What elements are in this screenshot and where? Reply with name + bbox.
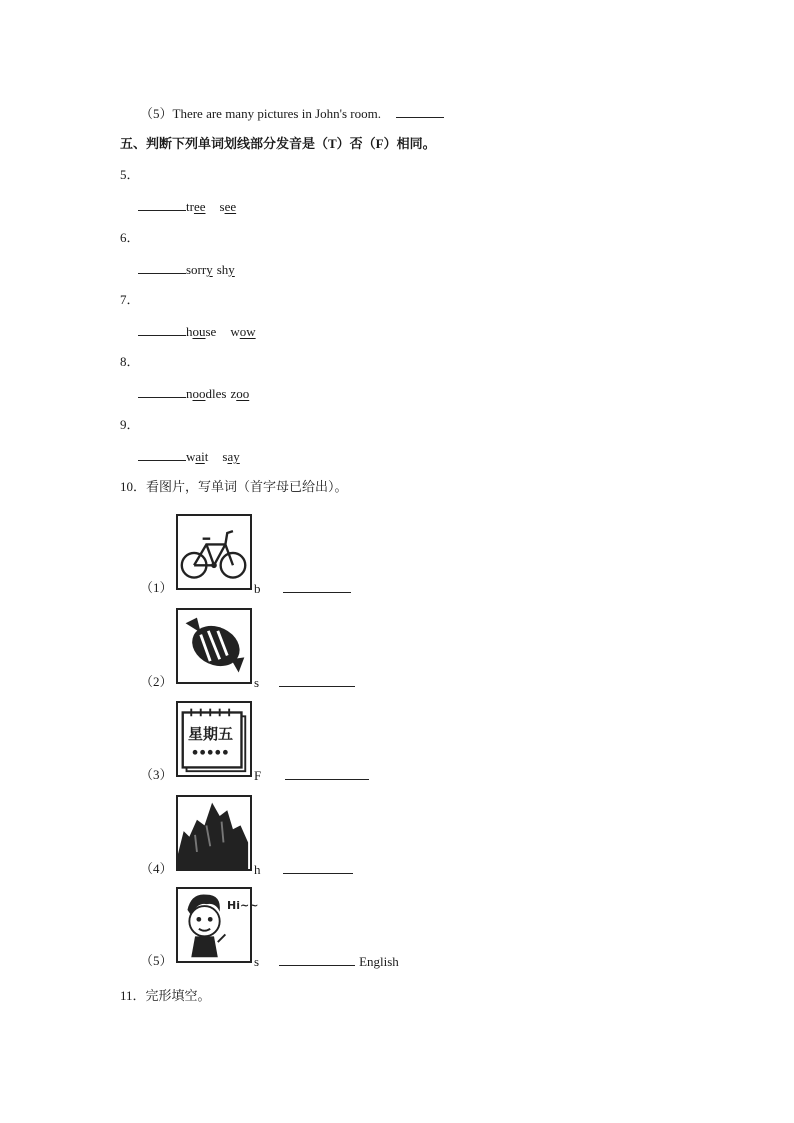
picture-answer-row bbox=[254, 953, 399, 970]
phonics-row bbox=[138, 448, 240, 465]
item-number: （5） bbox=[140, 106, 173, 121]
phonics-row bbox=[138, 385, 249, 402]
phonics-row bbox=[138, 261, 235, 278]
picture-answer-row bbox=[254, 861, 357, 878]
word-2: zoo bbox=[230, 386, 250, 401]
word-2: shy bbox=[216, 262, 235, 277]
answer-blank[interactable] bbox=[285, 767, 369, 780]
underlined-part: ai bbox=[195, 449, 205, 464]
picture-item-number: （4） bbox=[140, 861, 173, 876]
speech-text: Hi~~ bbox=[227, 899, 259, 912]
underlined-part: oo bbox=[236, 386, 250, 401]
hill-icon bbox=[176, 795, 252, 871]
underlined-part: y bbox=[206, 262, 213, 277]
first-letter: b bbox=[254, 581, 261, 596]
phonics-number: 5． bbox=[120, 167, 140, 182]
first-letter: s bbox=[254, 954, 260, 969]
phonics-row bbox=[138, 323, 256, 340]
answer-blank[interactable] bbox=[283, 580, 351, 593]
underlined-part: ay bbox=[227, 449, 240, 464]
picture-item-number: （2） bbox=[140, 674, 173, 689]
underlined-part: ow bbox=[239, 324, 256, 339]
sentence-item-5 bbox=[140, 105, 444, 122]
answer-blank[interactable] bbox=[138, 198, 186, 211]
sweet-icon bbox=[176, 608, 252, 684]
word-1: wait bbox=[186, 449, 209, 464]
picture-item-number: （1） bbox=[140, 580, 173, 595]
phonics-row bbox=[138, 198, 236, 215]
word-1: house bbox=[186, 324, 217, 339]
answer-blank[interactable] bbox=[138, 323, 186, 336]
picture-item-number: （5） bbox=[140, 953, 173, 968]
underlined-part: ou bbox=[192, 324, 206, 339]
word-2: say bbox=[222, 449, 240, 464]
phonics-number: 8． bbox=[120, 354, 140, 369]
sentence-text: There are many pictures in John's room. bbox=[172, 106, 381, 121]
answer-blank[interactable] bbox=[396, 105, 444, 118]
underlined-part: oo bbox=[192, 386, 206, 401]
underlined-part: y bbox=[228, 262, 235, 277]
answer-blank[interactable] bbox=[138, 385, 186, 398]
answer-blank[interactable] bbox=[279, 674, 355, 687]
picture-answer-row bbox=[254, 674, 359, 691]
underlined-part: ee bbox=[193, 199, 206, 214]
answer-blank[interactable] bbox=[138, 448, 186, 461]
answer-blank[interactable] bbox=[279, 953, 355, 966]
word-1: noodles bbox=[186, 386, 227, 401]
underlined-part: ee bbox=[224, 199, 237, 214]
word-2: see bbox=[219, 199, 237, 214]
section-heading: 五、判断下列单词划线部分发音是（T）否（F）相同。 bbox=[120, 136, 436, 151]
first-letter: F bbox=[254, 768, 262, 783]
picture-answer-row bbox=[254, 767, 373, 784]
picture-item-number: （3） bbox=[140, 767, 173, 782]
first-letter: s bbox=[254, 675, 260, 690]
phonics-number: 7． bbox=[120, 292, 140, 307]
phonics-number: 9． bbox=[120, 417, 140, 432]
word-2: wow bbox=[230, 324, 256, 339]
suffix-text: English bbox=[359, 954, 399, 969]
picture-answer-row bbox=[254, 580, 355, 597]
question-10-heading: 10．看图片，写单词（首字母已给出）。 bbox=[120, 479, 348, 494]
word-1: tree bbox=[186, 199, 206, 214]
calendar-text: 星期五 bbox=[188, 725, 234, 743]
first-letter: h bbox=[254, 862, 261, 877]
answer-blank[interactable] bbox=[283, 861, 353, 874]
bicycle-icon bbox=[176, 514, 252, 590]
answer-blank[interactable] bbox=[138, 261, 186, 274]
phonics-number: 6． bbox=[120, 230, 140, 245]
word-1: sorry bbox=[186, 262, 213, 277]
question-11-heading: 11．完形填空。 bbox=[120, 988, 211, 1003]
